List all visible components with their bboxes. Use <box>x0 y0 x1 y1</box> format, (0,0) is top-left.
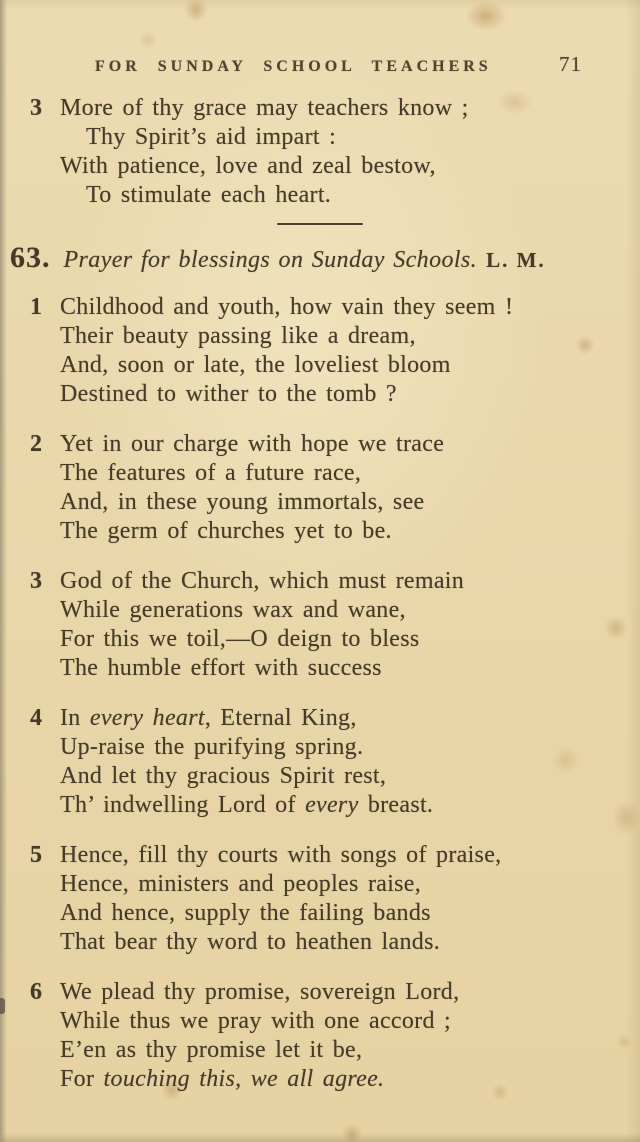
verse-line <box>60 899 622 928</box>
verse-line <box>60 380 622 409</box>
verse-line <box>60 1036 622 1065</box>
verse-line <box>60 322 622 351</box>
page-header <box>0 52 640 76</box>
verse-lines <box>60 430 622 546</box>
previous-hymn-last-verse <box>0 94 640 210</box>
verse-line <box>60 181 622 210</box>
hymn-verse <box>30 293 622 409</box>
verse-line-segment: And let thy gracious Spirit rest, <box>60 763 387 789</box>
verse-line <box>60 928 622 957</box>
verse-line-segment: For this we toil,—O deign to bless <box>60 626 420 652</box>
verse-line <box>60 430 622 459</box>
verse-line <box>60 488 622 517</box>
verse-line-segment: Their beauty passing like a dream, <box>60 323 416 349</box>
verse-line <box>60 152 622 181</box>
verse-line-segment: Up-raise the purifying spring. <box>60 734 364 760</box>
verse-line-segment: And hence, supply the failing bands <box>60 900 431 926</box>
verse-number: 3 <box>30 95 43 121</box>
verse-line <box>60 596 622 625</box>
verse-line-italic-segment: every <box>305 792 359 818</box>
verse-line-segment: Destined to wither to the tomb ? <box>60 381 397 407</box>
verse-lines <box>60 978 622 1094</box>
verse-line <box>60 94 622 123</box>
hymn-verse <box>30 841 622 957</box>
verse-line <box>60 978 622 1007</box>
hymn-meter: L. M. <box>486 248 546 272</box>
verse-line-segment: Yet in our charge with hope we trace <box>60 431 445 457</box>
verse-lines <box>60 841 622 957</box>
verse-line-segment: The features of a future race, <box>60 460 362 486</box>
hymn-verse <box>30 430 622 546</box>
verse-line-segment: The germ of churches yet to be. <box>60 518 392 544</box>
verse-number: 3 <box>30 568 43 594</box>
verse-line-segment: To stimulate each heart. <box>86 182 332 208</box>
verse-lines <box>60 704 622 820</box>
verse-number: 4 <box>30 705 43 731</box>
hymn-title: Prayer for blessings on Sunday Schools. <box>63 247 478 273</box>
verse-line-segment: We plead thy promise, sovereign Lord, <box>60 979 460 1005</box>
verse-line <box>60 517 622 546</box>
verse-line <box>60 704 622 733</box>
running-title: FOR SUNDAY SCHOOL TEACHERS <box>95 58 492 75</box>
verse-line-segment: God of the Church, which must remain <box>60 568 465 594</box>
verse-line <box>60 123 622 152</box>
verse-lines <box>60 567 622 683</box>
verse-line-segment: That bear thy word to heathen lands. <box>60 929 441 955</box>
verse-line-segment: Childhood and youth, how vain they seem ! <box>60 294 514 320</box>
verse-line-segment: More of thy grace may teachers know ; <box>60 95 469 121</box>
hymn-verse <box>30 567 622 683</box>
verse-line <box>60 1065 622 1094</box>
verse-line <box>60 293 622 322</box>
verse-number: 2 <box>30 431 43 457</box>
verse-line-segment: And, in these young immortals, see <box>60 489 425 515</box>
verse-line-segment: With patience, love and zeal bestow, <box>60 153 436 179</box>
verse-line-segment: And, soon or late, the loveliest bloom <box>60 352 451 378</box>
verse-line-segment: While generations wax and wane, <box>60 597 406 623</box>
verse-line <box>60 791 622 820</box>
verse-lines <box>60 94 622 210</box>
verse-line <box>60 625 622 654</box>
verse-line <box>60 733 622 762</box>
section-divider-rule <box>277 223 363 225</box>
hymn-number: 63. <box>10 241 51 274</box>
verse-line-segment: For <box>60 1066 104 1092</box>
verse-line-segment: Hence, ministers and peoples raise, <box>60 871 422 897</box>
verse-line-italic-segment: touching this, we all agree. <box>103 1066 385 1092</box>
verse-line <box>60 567 622 596</box>
verse-lines <box>60 293 622 409</box>
verse-line <box>60 459 622 488</box>
verse-number: 5 <box>30 842 43 868</box>
verse-line <box>60 762 622 791</box>
verse-line <box>60 870 622 899</box>
verse-line-segment: In <box>60 705 90 731</box>
verse-line <box>60 841 622 870</box>
hymn-verse <box>30 704 622 820</box>
verse-line-segment: , Eternal King, <box>204 705 357 731</box>
verse-line-segment: Th’ indwelling Lord of <box>60 792 306 818</box>
verse-line-segment: E’en as thy promise let it be, <box>60 1037 363 1063</box>
verse-line-segment: Thy Spirit’s aid impart : <box>86 124 337 150</box>
hymn-verse <box>30 94 622 210</box>
verse-number: 6 <box>30 979 43 1005</box>
verse-number: 1 <box>30 294 43 320</box>
verse-line-italic-segment: every heart <box>89 705 205 731</box>
verse-line <box>60 351 622 380</box>
verse-line-segment: breast. <box>358 792 434 818</box>
verse-line-segment: Hence, fill thy courts with songs of praise, <box>60 842 502 868</box>
verse-line-segment: While thus we pray with one accord ; <box>60 1008 452 1034</box>
hymn-heading <box>10 240 640 281</box>
verse-line <box>60 1007 622 1036</box>
verse-line <box>60 654 622 683</box>
hymn-verse <box>30 978 622 1094</box>
verse-line-segment: The humble effort with success <box>60 655 382 681</box>
page-number: 71 <box>559 52 582 76</box>
hymn-verses <box>0 293 640 1094</box>
page-edge-mark <box>0 998 5 1014</box>
